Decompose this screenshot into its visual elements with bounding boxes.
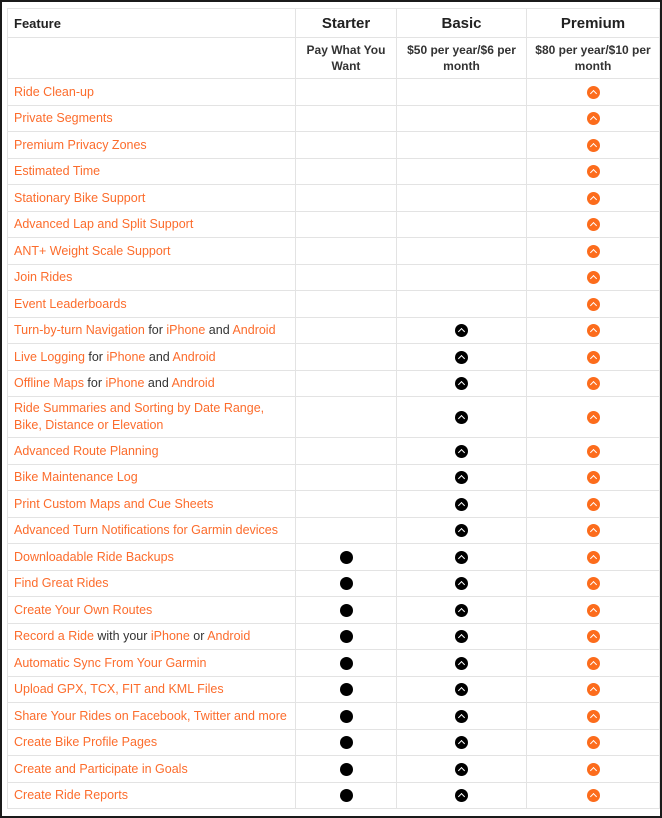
chevron-up-orange-icon	[587, 471, 600, 484]
feature-link[interactable]: Create Ride Reports	[14, 788, 128, 803]
premium-cell	[527, 464, 660, 491]
feature-text: and	[145, 349, 173, 364]
feature-cell	[8, 491, 296, 518]
feature-cell	[8, 782, 296, 809]
feature-cell	[8, 703, 296, 730]
premium-cell	[527, 370, 660, 397]
chevron-up-black-icon	[455, 789, 468, 802]
feature-cell	[8, 676, 296, 703]
basic-cell	[397, 317, 527, 344]
premium-cell	[527, 729, 660, 756]
premium-cell	[527, 491, 660, 518]
basic-cell	[397, 291, 527, 318]
premium-cell	[527, 105, 660, 132]
basic-cell	[397, 264, 527, 291]
feature-link[interactable]: Estimated Time	[14, 164, 101, 179]
feature-link[interactable]: Ride Clean-up	[14, 84, 94, 99]
chevron-up-black-icon	[455, 577, 468, 590]
table-row	[8, 132, 660, 159]
feature-link[interactable]: Android	[207, 629, 251, 644]
feature-link[interactable]: Automatic Sync From Your Garmin	[14, 655, 207, 670]
chevron-up-orange-icon	[587, 630, 600, 643]
feature-link[interactable]: Print Custom Maps and Cue Sheets	[14, 496, 214, 511]
chevron-up-orange-icon	[587, 736, 600, 749]
feature-link[interactable]: iPhone	[166, 323, 206, 338]
starter-cell	[296, 623, 397, 650]
table-row	[8, 676, 660, 703]
chevron-up-orange-icon	[587, 139, 600, 152]
basic-cell	[397, 238, 527, 265]
basic-cell	[397, 397, 527, 438]
basic-cell	[397, 105, 527, 132]
premium-price: $80 per year/$10 per month	[527, 38, 660, 79]
table-row	[8, 782, 660, 809]
chevron-up-black-icon	[455, 736, 468, 749]
premium-cell	[527, 676, 660, 703]
basic-cell	[397, 597, 527, 624]
starter-cell	[296, 517, 397, 544]
basic-cell	[397, 185, 527, 212]
starter-cell	[296, 676, 397, 703]
table-row	[8, 264, 660, 291]
chevron-up-orange-icon	[587, 298, 600, 311]
feature-link[interactable]: Create Your Own Routes	[14, 602, 153, 617]
chevron-up-black-icon	[455, 498, 468, 511]
starter-cell	[296, 344, 397, 371]
feature-cell	[8, 597, 296, 624]
basic-cell	[397, 756, 527, 783]
chevron-up-black-icon	[455, 604, 468, 617]
check-dot-icon	[340, 630, 353, 643]
basic-cell	[397, 370, 527, 397]
basic-cell	[397, 211, 527, 238]
premium-cell	[527, 570, 660, 597]
table-row	[8, 79, 660, 106]
feature-link[interactable]: Advanced Turn Notifications for Garmin devices	[14, 523, 279, 538]
feature-link[interactable]: Turn-by-turn Navigation	[14, 323, 145, 338]
premium-cell	[527, 211, 660, 238]
starter-cell	[296, 132, 397, 159]
feature-link[interactable]: Share Your Rides on Facebook, Twitter and more	[14, 708, 287, 723]
chevron-up-black-icon	[455, 710, 468, 723]
premium-cell	[527, 79, 660, 106]
table-row	[8, 185, 660, 212]
starter-cell	[296, 570, 397, 597]
premium-cell	[527, 782, 660, 809]
table-row	[8, 703, 660, 730]
feature-link[interactable]: Android	[172, 349, 216, 364]
chevron-up-black-icon	[455, 471, 468, 484]
feature-cell	[8, 729, 296, 756]
premium-cell	[527, 317, 660, 344]
plan-header-row	[8, 9, 660, 38]
chevron-up-orange-icon	[587, 683, 600, 696]
feature-link[interactable]: Create Bike Profile Pages	[14, 735, 158, 750]
chevron-up-orange-icon	[587, 165, 600, 178]
basic-cell	[397, 344, 527, 371]
table-row	[8, 291, 660, 318]
feature-link[interactable]: Join Rides	[14, 270, 73, 285]
feature-link[interactable]: Offline Maps	[14, 376, 84, 391]
table-row	[8, 464, 660, 491]
starter-cell	[296, 264, 397, 291]
table-row	[8, 438, 660, 465]
chevron-up-orange-icon	[587, 271, 600, 284]
feature-cell	[8, 158, 296, 185]
feature-link[interactable]: Upload GPX, TCX, FIT and KML Files	[14, 682, 224, 697]
basic-cell	[397, 570, 527, 597]
table-row	[8, 544, 660, 571]
table-row	[8, 211, 660, 238]
basic-column-header: Basic	[397, 9, 527, 38]
check-dot-icon	[340, 789, 353, 802]
premium-cell	[527, 158, 660, 185]
chevron-up-orange-icon	[587, 551, 600, 564]
basic-cell	[397, 623, 527, 650]
starter-cell	[296, 105, 397, 132]
feature-cell	[8, 238, 296, 265]
premium-cell	[527, 703, 660, 730]
feature-cell	[8, 291, 296, 318]
table-row	[8, 491, 660, 518]
basic-cell	[397, 132, 527, 159]
basic-cell	[397, 676, 527, 703]
basic-cell	[397, 464, 527, 491]
feature-cell	[8, 132, 296, 159]
table-row	[8, 517, 660, 544]
table-row	[8, 756, 660, 783]
feature-link[interactable]: Private Segments	[14, 111, 113, 126]
chevron-up-orange-icon	[587, 218, 600, 231]
feature-link[interactable]: Android	[171, 376, 215, 391]
starter-price: Pay What You Want	[296, 38, 397, 79]
table-row	[8, 105, 660, 132]
chevron-up-orange-icon	[587, 498, 600, 511]
starter-cell	[296, 438, 397, 465]
starter-cell	[296, 756, 397, 783]
basic-cell	[397, 782, 527, 809]
premium-cell	[527, 650, 660, 677]
basic-cell	[397, 491, 527, 518]
starter-cell	[296, 79, 397, 106]
table-row	[8, 729, 660, 756]
starter-cell	[296, 464, 397, 491]
table-row	[8, 370, 660, 397]
feature-cell	[8, 544, 296, 571]
chevron-up-black-icon	[455, 551, 468, 564]
feature-cell	[8, 79, 296, 106]
chevron-up-black-icon	[455, 377, 468, 390]
chevron-up-orange-icon	[587, 763, 600, 776]
table-row	[8, 597, 660, 624]
chevron-up-black-icon	[455, 351, 468, 364]
starter-cell	[296, 491, 397, 518]
feature-link[interactable]: iPhone	[105, 376, 145, 391]
feature-text: and	[205, 323, 233, 338]
feature-cell	[8, 317, 296, 344]
starter-cell	[296, 158, 397, 185]
basic-cell	[397, 703, 527, 730]
feature-cell	[8, 623, 296, 650]
starter-cell	[296, 597, 397, 624]
premium-cell	[527, 397, 660, 438]
feature-link[interactable]: Ride Summaries and Sorting by Date Range, Bike, Distance or Elevation	[14, 401, 265, 432]
feature-link[interactable]: Create and Participate in Goals	[14, 761, 188, 776]
basic-cell	[397, 517, 527, 544]
check-dot-icon	[340, 763, 353, 776]
premium-cell	[527, 291, 660, 318]
starter-cell	[296, 729, 397, 756]
chevron-up-black-icon	[455, 445, 468, 458]
pricing-comparison-table	[7, 8, 660, 809]
chevron-up-orange-icon	[587, 524, 600, 537]
feature-cell	[8, 264, 296, 291]
feature-cell	[8, 650, 296, 677]
starter-cell	[296, 650, 397, 677]
feature-link[interactable]: Advanced Lap and Split Support	[14, 217, 194, 232]
table-row	[8, 317, 660, 344]
premium-cell	[527, 597, 660, 624]
starter-cell	[296, 238, 397, 265]
chevron-up-black-icon	[455, 763, 468, 776]
chevron-up-orange-icon	[587, 351, 600, 364]
feature-cell	[8, 105, 296, 132]
chevron-up-black-icon	[455, 630, 468, 643]
check-dot-icon	[340, 736, 353, 749]
feature-cell	[8, 517, 296, 544]
feature-cell	[8, 756, 296, 783]
feature-cell	[8, 185, 296, 212]
table-row	[8, 650, 660, 677]
chevron-up-orange-icon	[587, 112, 600, 125]
chevron-up-orange-icon	[587, 245, 600, 258]
feature-link[interactable]: Advanced Route Planning	[14, 443, 159, 458]
check-dot-icon	[340, 657, 353, 670]
chevron-up-orange-icon	[587, 604, 600, 617]
premium-cell	[527, 132, 660, 159]
chevron-up-orange-icon	[587, 324, 600, 337]
feature-link[interactable]: Premium Privacy Zones	[14, 137, 147, 152]
premium-cell	[527, 438, 660, 465]
feature-link[interactable]: Record a Ride	[14, 629, 94, 644]
starter-cell	[296, 211, 397, 238]
feature-text: for	[144, 323, 167, 338]
feature-cell	[8, 438, 296, 465]
check-dot-icon	[340, 551, 353, 564]
check-dot-icon	[340, 710, 353, 723]
feature-link[interactable]: ANT+ Weight Scale Support	[14, 243, 171, 258]
feature-cell	[8, 211, 296, 238]
basic-cell	[397, 729, 527, 756]
feature-cell	[8, 397, 296, 438]
basic-cell	[397, 158, 527, 185]
chevron-up-black-icon	[455, 683, 468, 696]
check-dot-icon	[340, 683, 353, 696]
pricing-row	[8, 38, 660, 79]
table-row	[8, 238, 660, 265]
empty-cell	[8, 38, 296, 79]
basic-cell	[397, 438, 527, 465]
premium-cell	[527, 344, 660, 371]
premium-cell	[527, 544, 660, 571]
feature-link[interactable]: Find Great Rides	[14, 576, 109, 591]
feature-text: and	[144, 376, 172, 391]
starter-cell	[296, 397, 397, 438]
premium-cell	[527, 623, 660, 650]
basic-cell	[397, 544, 527, 571]
feature-cell	[8, 570, 296, 597]
feature-text: with your	[93, 629, 151, 644]
feature-link[interactable]: Android	[232, 323, 276, 338]
premium-cell	[527, 238, 660, 265]
feature-cell	[8, 370, 296, 397]
starter-cell	[296, 317, 397, 344]
feature-cell	[8, 464, 296, 491]
chevron-up-orange-icon	[587, 86, 600, 99]
feature-link[interactable]: Event Leaderboards	[14, 296, 127, 311]
chevron-up-orange-icon	[587, 445, 600, 458]
chevron-up-black-icon	[455, 411, 468, 424]
starter-cell	[296, 544, 397, 571]
feature-link[interactable]: iPhone	[106, 349, 146, 364]
chevron-up-orange-icon	[587, 789, 600, 802]
premium-cell	[527, 264, 660, 291]
starter-cell	[296, 291, 397, 318]
feature-link[interactable]: Stationary Bike Support	[14, 190, 146, 205]
check-dot-icon	[340, 604, 353, 617]
premium-cell	[527, 185, 660, 212]
table-row	[8, 570, 660, 597]
feature-text: or	[189, 629, 208, 644]
starter-cell	[296, 782, 397, 809]
feature-link[interactable]: Bike Maintenance Log	[14, 470, 138, 485]
chevron-up-orange-icon	[587, 657, 600, 670]
basic-price: $50 per year/$6 per month	[397, 38, 527, 79]
table-row	[8, 158, 660, 185]
premium-cell	[527, 756, 660, 783]
feature-cell	[8, 344, 296, 371]
premium-cell	[527, 517, 660, 544]
basic-cell	[397, 650, 527, 677]
feature-text: for	[84, 349, 107, 364]
basic-cell	[397, 79, 527, 106]
starter-cell	[296, 370, 397, 397]
feature-link[interactable]: Live Logging	[14, 349, 85, 364]
feature-column-header: Feature	[8, 9, 296, 38]
chevron-up-orange-icon	[587, 577, 600, 590]
chevron-up-orange-icon	[587, 710, 600, 723]
chevron-up-black-icon	[455, 657, 468, 670]
feature-link[interactable]: Downloadable Ride Backups	[14, 549, 174, 564]
chevron-up-orange-icon	[587, 377, 600, 390]
feature-link[interactable]: iPhone	[150, 629, 190, 644]
starter-cell	[296, 703, 397, 730]
chevron-up-black-icon	[455, 524, 468, 537]
table-row	[8, 623, 660, 650]
starter-column-header: Starter	[296, 9, 397, 38]
chevron-up-orange-icon	[587, 411, 600, 424]
table-row	[8, 397, 660, 438]
check-dot-icon	[340, 577, 353, 590]
premium-column-header: Premium	[527, 9, 660, 38]
chevron-up-orange-icon	[587, 192, 600, 205]
chevron-up-black-icon	[455, 324, 468, 337]
starter-cell	[296, 185, 397, 212]
table-row	[8, 344, 660, 371]
feature-text: for	[83, 376, 106, 391]
